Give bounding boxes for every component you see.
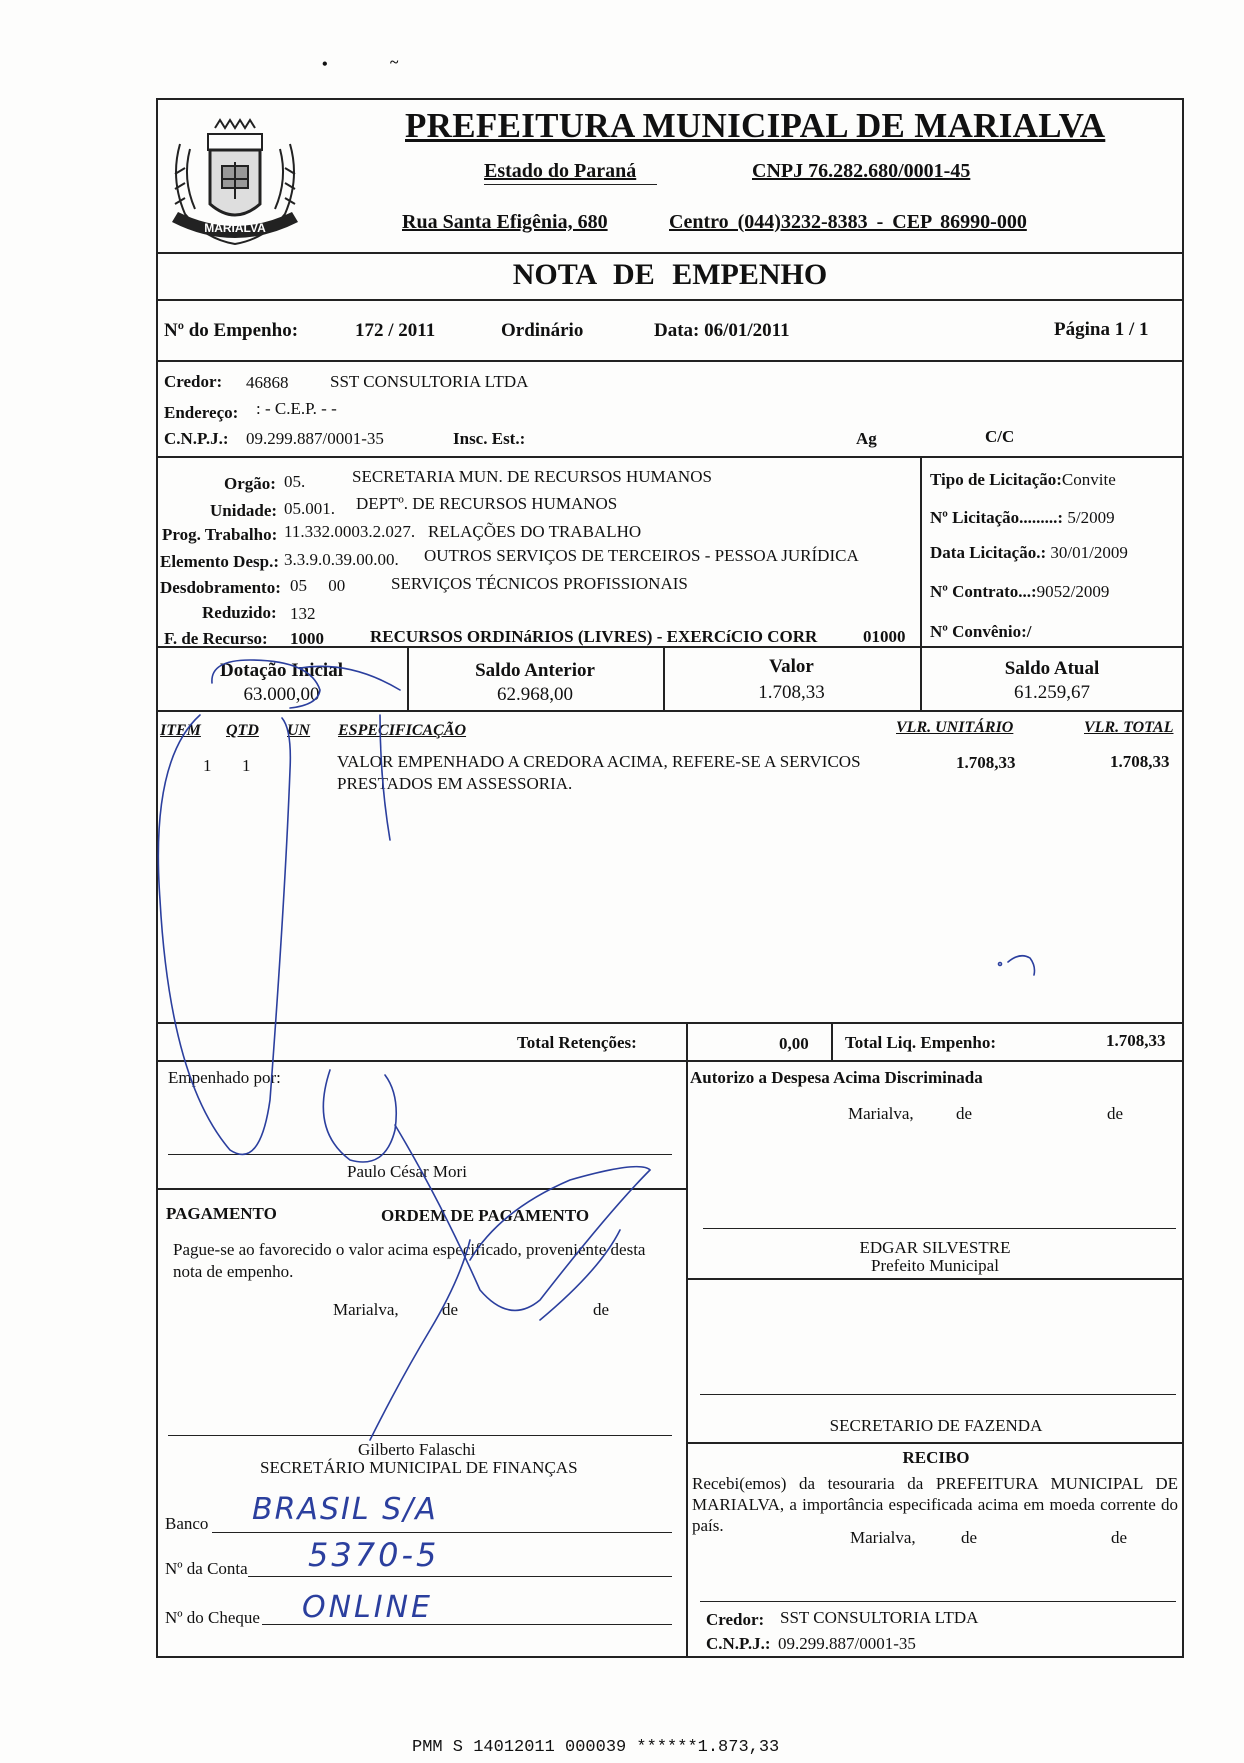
- column-divider: [686, 1022, 688, 1060]
- orgao-label: Orgão:: [224, 474, 276, 493]
- elemento-label: Elemento Desp.:: [160, 552, 279, 571]
- column-divider: [920, 456, 922, 646]
- pagamento-title: PAGAMENTO: [166, 1204, 277, 1223]
- address-label: Endereço:: [164, 403, 239, 422]
- col-spec: ESPECIFICAÇÃO: [338, 722, 467, 739]
- stray-mark: ~: [390, 54, 399, 71]
- banco-label: Banco: [165, 1514, 209, 1533]
- recurso-label: F. de Recurso:: [164, 629, 268, 648]
- signature-line: [168, 1154, 672, 1155]
- coat-of-arms-logo: [160, 104, 310, 254]
- column-divider: [831, 1022, 833, 1060]
- liquido-label: Total Liq. Empenho:: [845, 1033, 996, 1052]
- empenho-label: Nº do Empenho:: [164, 320, 299, 341]
- licitacao-convenio: Nº Convênio:/: [930, 622, 1032, 641]
- desdob-desc: SERVIÇOS TÉCNICOS PROFISSIONAIS: [391, 574, 688, 593]
- header-address: Rua Santa Efigênia, 680: [402, 211, 608, 233]
- footer-stamp: PMM S 14012011 000039 ******1.873,33: [412, 1738, 780, 1757]
- divider: [156, 1022, 1184, 1024]
- address-value: : - C.E.P. - -: [256, 399, 337, 418]
- pagamento-marialva: Marialva,: [333, 1300, 399, 1319]
- divider: [686, 1278, 1184, 1280]
- cc-label: C/C: [985, 427, 1015, 446]
- prefeito-role: Prefeito Municipal: [871, 1256, 999, 1275]
- desdob-value: 05 00: [290, 576, 346, 595]
- divider: [156, 456, 1184, 458]
- pagamento-text-line2: nota de empenho.: [173, 1262, 294, 1281]
- signature-line: [700, 1601, 1176, 1602]
- elemento-desc: OUTROS SERVIÇOS DE TERCEIROS - PESSOA JURÍDICA: [424, 546, 859, 565]
- pagamento-text-line1: Pague-se ao favorecido o valor acima especificado, proveniente desta: [173, 1240, 646, 1259]
- orgao-desc: SECRETARIA MUN. DE RECURSOS HUMANOS: [352, 467, 712, 486]
- conta-label: Nº da Conta: [165, 1559, 248, 1578]
- credor-label: Credor:: [164, 372, 223, 391]
- unidade-label: Unidade:: [210, 501, 278, 520]
- recibo-text-line3: país.: [692, 1516, 724, 1535]
- licitacao-data: Data Licitação.: 30/01/2009: [930, 543, 1128, 562]
- recibo-text-line1: Recebi(emos) da tesouraria da PREFEITURA MUNICIPAL DE: [692, 1474, 1178, 1493]
- saldo-anterior-value: 62.968,00: [497, 684, 573, 705]
- reduzido-value: 132: [290, 604, 316, 623]
- recibo-title: RECIBO: [902, 1448, 970, 1467]
- item-qtd: 1: [242, 756, 251, 775]
- page-title: PREFEITURA MUNICIPAL DE MARIALVA: [405, 106, 1106, 145]
- empenhado-label: Empenhado por:: [168, 1068, 281, 1087]
- divider: [156, 1188, 686, 1190]
- prog-label: Prog. Trabalho:: [162, 525, 278, 544]
- divider: [156, 299, 1184, 301]
- empenho-type: Ordinário: [501, 320, 584, 341]
- licitacao-tipo: Tipo de Licitação:Convite: [930, 470, 1116, 489]
- recibo-credor-label: Credor:: [706, 1610, 765, 1629]
- header-address-rest: Centro (044)3232-8383 - CEP 86990-000: [669, 211, 1027, 233]
- empenho-date: Data: 06/01/2011: [654, 320, 790, 341]
- pagamento-sign-role: SECRETÁRIO MUNICIPAL DE FINANÇAS: [260, 1458, 578, 1477]
- item-total-value: 1.708,33: [1110, 752, 1170, 771]
- saldo-atual-value: 61.259,67: [1014, 682, 1090, 703]
- recibo-text-line2: MARIALVA, a importância especificada acima em moeda corrente do: [692, 1495, 1178, 1514]
- recibo-de1: de: [961, 1528, 978, 1547]
- stray-mark: •: [322, 56, 328, 73]
- conta-line: [248, 1576, 672, 1577]
- autorizo-de1: de: [956, 1104, 973, 1123]
- autorizo-de2: de: [1107, 1104, 1124, 1123]
- unidade-value: 05.001.: [284, 499, 335, 518]
- credor-code: 46868: [246, 373, 289, 392]
- licitacao-numero: Nº Licitação.........: 5/2009: [930, 508, 1115, 527]
- desdob-label: Desdobramento:: [160, 578, 281, 597]
- dotacao-label: Dotação Inicial: [220, 660, 343, 681]
- recurso-desc: RECURSOS ORDINáRIOS (LIVRES) - EXERCíCIO CORR: [370, 627, 818, 646]
- page-number: Página 1 / 1: [1054, 319, 1149, 340]
- credor-name: SST CONSULTORIA LTDA: [330, 372, 529, 391]
- col-item: ITEM: [160, 722, 201, 739]
- retencoes-value: 0,00: [779, 1034, 809, 1053]
- empenhado-name: Paulo César Mori: [347, 1162, 467, 1181]
- item-spec-line2: PRESTADOS EM ASSESSORIA.: [337, 774, 573, 793]
- ag-label: Ag: [856, 429, 877, 448]
- cheque-label: Nº do Cheque: [165, 1608, 260, 1627]
- item-unit-value: 1.708,33: [956, 753, 1016, 772]
- recibo-credor-value: SST CONSULTORIA LTDA: [780, 1608, 979, 1627]
- secretario-fazenda: SECRETARIO DE FAZENDA: [829, 1416, 1043, 1435]
- empenho-number: 172 / 2011: [355, 320, 436, 341]
- divider: [156, 710, 1184, 712]
- signature-line: [703, 1228, 1176, 1229]
- autorizo-text: Autorizo a Despesa Acima Discriminada: [690, 1068, 983, 1087]
- unidade-desc: DEPTº. DE RECURSOS HUMANOS: [356, 494, 618, 513]
- state-name: Estado do Paraná: [484, 160, 637, 182]
- saldo-atual-label: Saldo Atual: [1004, 658, 1100, 679]
- insc-label: Insc. Est.:: [453, 429, 526, 448]
- recurso-code: 01000: [863, 627, 906, 646]
- ordem-title: ORDEM DE PAGAMENTO: [381, 1206, 590, 1225]
- divider: [156, 1060, 1184, 1062]
- header-cnpj: CNPJ 76.282.680/0001-45: [752, 160, 971, 182]
- col-total-value: VLR. TOTAL: [1084, 719, 1174, 736]
- divider: [156, 252, 1184, 254]
- recurso-value: 1000: [290, 629, 324, 648]
- autorizo-marialva: Marialva,: [848, 1104, 914, 1123]
- item-spec-line1: VALOR EMPENHADO A CREDORA ACIMA, REFERE-SE A SERVICOS: [337, 752, 861, 771]
- recibo-cnpj-label: C.N.P.J.:: [706, 1634, 771, 1653]
- divider: [686, 1442, 1184, 1444]
- divider: [156, 360, 1184, 362]
- coat-of-arms-banner: MARIALVA: [204, 221, 266, 235]
- signature-line: [700, 1394, 1176, 1395]
- banco-value: BRASIL S/A: [252, 1492, 438, 1527]
- cheque-value: ONLINE: [302, 1590, 434, 1625]
- liquido-value: 1.708,33: [1106, 1031, 1166, 1050]
- cnpj-value: 09.299.887/0001-35: [246, 429, 384, 448]
- recibo-cnpj-value: 09.299.887/0001-35: [778, 1634, 916, 1653]
- col-unit-value: VLR. UNITÁRIO: [896, 719, 1014, 736]
- prog-value: 11.332.0003.2.027.: [284, 522, 416, 541]
- state-underline: [484, 184, 657, 185]
- prog-desc: RELAÇÕES DO TRABALHO: [428, 522, 642, 541]
- prefeito-name: EDGAR SILVESTRE: [859, 1238, 1011, 1257]
- orgao-value: 05.: [284, 472, 306, 491]
- document-title: NOTA DE EMPENHO: [512, 258, 828, 291]
- pagamento-sign-name: Gilberto Falaschi: [358, 1440, 476, 1459]
- valor-label: Valor: [769, 656, 814, 677]
- column-divider: [686, 1060, 688, 1658]
- retencoes-label: Total Retenções:: [517, 1033, 637, 1052]
- recibo-de2: de: [1111, 1528, 1128, 1547]
- col-qtd: QTD: [226, 722, 259, 739]
- signature-line: [168, 1435, 672, 1436]
- valor-value: 1.708,33: [758, 682, 825, 703]
- col-un: UN: [287, 722, 311, 739]
- pagamento-de1: de: [442, 1300, 459, 1319]
- item-number: 1: [203, 756, 212, 775]
- reduzido-label: Reduzido:: [202, 603, 277, 622]
- elemento-value: 3.3.9.0.39.00.00.: [284, 550, 399, 569]
- pagamento-de2: de: [593, 1300, 610, 1319]
- banco-line: [212, 1532, 672, 1533]
- saldo-anterior-label: Saldo Anterior: [475, 660, 595, 681]
- divider: [156, 646, 1184, 648]
- recibo-marialva: Marialva,: [850, 1528, 916, 1547]
- dotacao-value: 63.000,00: [243, 684, 320, 705]
- cnpj-label: C.N.P.J.:: [164, 429, 229, 448]
- conta-value: 5370-5: [308, 1536, 440, 1574]
- licitacao-contrato: Nº Contrato...:9052/2009: [930, 582, 1110, 601]
